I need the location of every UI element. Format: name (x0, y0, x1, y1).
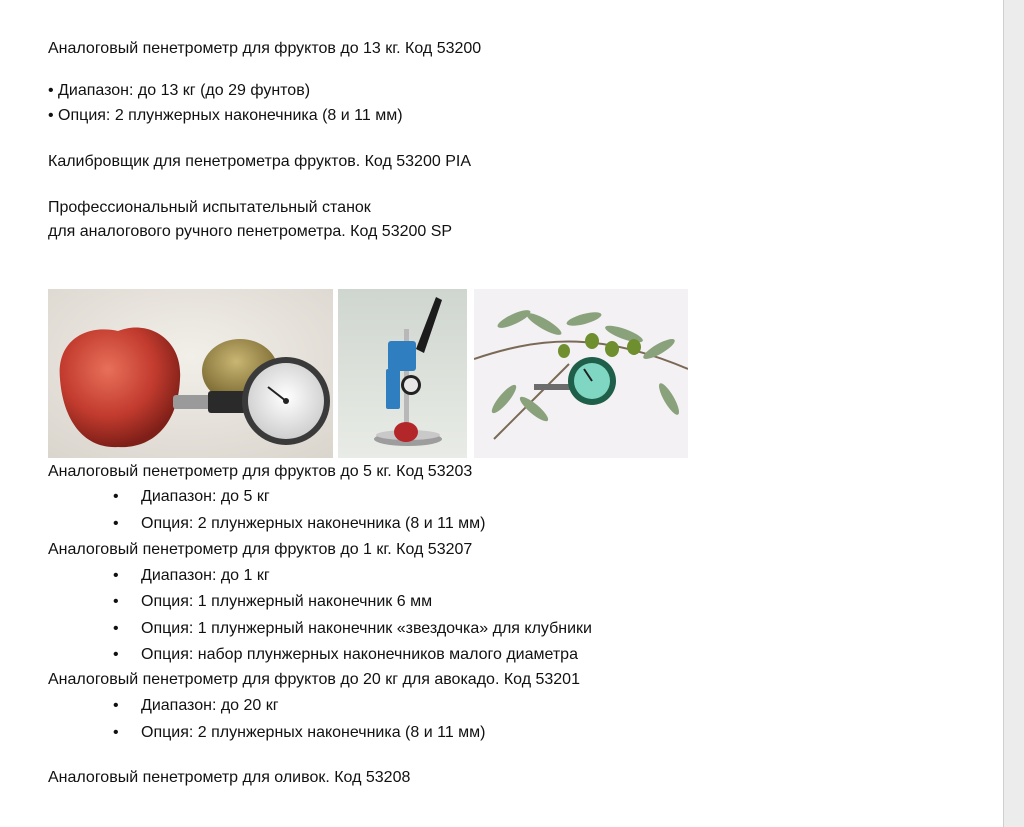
olive-penetrometer-photo (474, 289, 688, 458)
block2-title: Аналоговый пенетрометр для фруктов до 5 кг. Код 53203 (48, 463, 473, 480)
calibrator-line: Калибровщик для пенетрометра фруктов. Код 53200 PIA (48, 153, 471, 170)
bullet-marker: • (113, 724, 119, 741)
block4-title: Аналоговый пенетрометр для фруктов до 20 кг для авокадо. Код 53201 (48, 671, 580, 688)
stand-line-2: для аналогового ручного пенетрометра. Код 53200 SP (48, 223, 453, 240)
bullet-marker: • (113, 488, 119, 505)
bullet-marker: • (113, 697, 119, 714)
bullet-marker: • (113, 593, 119, 610)
block1-title: Аналоговый пенетрометр для фруктов до 13 кг. Код 53200 (48, 40, 482, 57)
page-edge (1003, 0, 1024, 827)
block4-item-range: Диапазон: до 20 кг (141, 697, 279, 714)
block3-item-option-1: Опция: 1 плунжерный наконечник 6 мм (141, 593, 433, 610)
bullet-marker: • (113, 567, 119, 584)
bullet-marker: • (113, 620, 119, 637)
block3-item-option-2: Опция: 1 плунжерный наконечник «звездочка» для клубники (141, 620, 592, 637)
block3-item-option-3: Опция: набор плунжерных наконечников малого диаметра (141, 646, 578, 663)
block2-item-range: Диапазон: до 5 кг (141, 488, 270, 505)
stand-line-1: Профессиональный испытательный станок (48, 199, 371, 216)
apple-penetrometer-photo (48, 289, 333, 458)
block1-item-range: • Диапазон: до 13 кг (до 29 фунтов) (48, 82, 311, 99)
bullet-marker: • (113, 515, 119, 532)
block2-item-option: Опция: 2 плунжерных наконечника (8 и 11 мм) (141, 515, 486, 532)
bullet-marker: • (113, 646, 119, 663)
block4-item-option: Опция: 2 плунжерных наконечника (8 и 11 мм) (141, 724, 486, 741)
block1-item-option: • Опция: 2 плунжерных наконечника (8 и 11 мм) (48, 107, 403, 124)
block3-item-range: Диапазон: до 1 кг (141, 567, 270, 584)
block3-title: Аналоговый пенетрометр для фруктов до 1 кг. Код 53207 (48, 541, 473, 558)
block5-title: Аналоговый пенетрометр для оливок. Код 53208 (48, 769, 411, 786)
test-stand-photo (338, 289, 467, 458)
